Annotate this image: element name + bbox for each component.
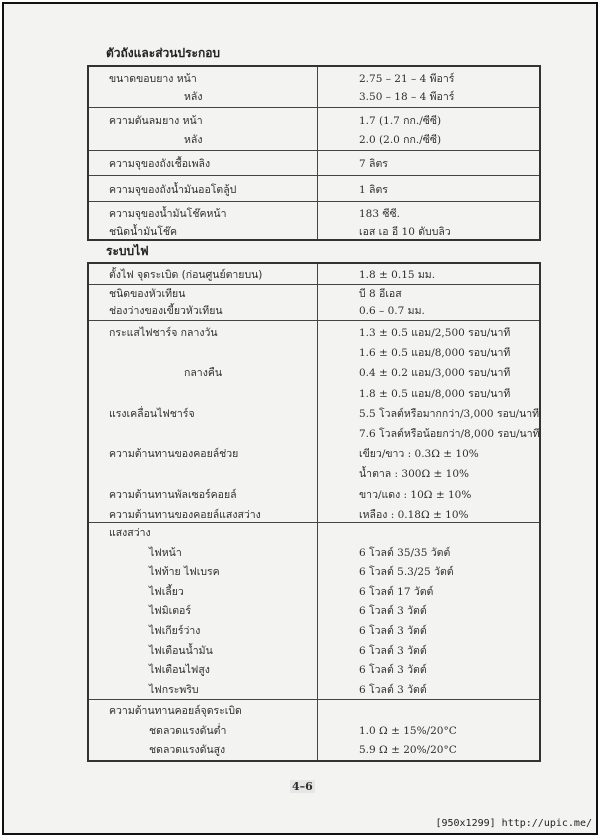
spec-label: ไฟเตือนไฟสูง — [149, 664, 210, 677]
spec-value-cell — [359, 286, 539, 320]
section-title-electrical: ระบบไฟ — [106, 244, 149, 258]
electrical-table — [87, 262, 541, 762]
spec-label — [109, 424, 314, 444]
table-row — [89, 176, 539, 202]
spec-value: 6 โวลต์ 3 วัตต์ — [359, 664, 427, 677]
table-row — [89, 285, 539, 321]
spec-label: ไฟเตือนน้ำมัน — [149, 644, 213, 657]
spec-label-cell — [109, 205, 314, 241]
spec-label: หลัง — [184, 134, 203, 146]
spec-label-cell — [109, 702, 314, 761]
spec-label-cell — [109, 267, 314, 283]
spec-value-cell — [359, 323, 539, 525]
spec-label-cell — [109, 112, 314, 150]
spec-value: 7 ลิตร — [359, 158, 388, 170]
spec-value: 6 โวลต์ 3 วัตต์ — [359, 605, 427, 618]
spec-label: ไฟหน้า — [149, 546, 182, 559]
spec-value: 5.5 โวลต์หรือมากกว่า/3,000 รอบ/นาที — [359, 407, 540, 420]
spec-label-cell — [109, 323, 314, 525]
spec-value: 1.8 ± 0.15 มม. — [359, 269, 436, 281]
spec-value-cell — [359, 267, 539, 283]
spec-label: ความต้านทานคอยล์จุดระเบิด — [109, 705, 242, 717]
spec-value: 1.6 ± 0.5 แอม/8,000 รอบ/นาที — [359, 347, 511, 360]
spec-value: เหลือง : 0.18Ω ± 10% — [359, 508, 469, 521]
spec-label: ตั้งไฟ จุดระเบิด (ก่อนศูนย์ตายบน) — [109, 269, 263, 281]
spec-label: หลัง — [184, 91, 203, 103]
spec-label: ไฟเกียร์ว่าง — [149, 624, 201, 637]
spec-label: แสงสว่าง — [109, 527, 151, 539]
spec-label: แรงเคลื่อนไฟชาร์จ — [109, 407, 195, 420]
spec-label: ความจุของถังน้ำมันออโตลู้ป — [109, 184, 237, 196]
spec-label-cell — [109, 286, 314, 320]
table-row — [89, 700, 539, 762]
body-parts-table — [87, 65, 541, 241]
page — [2, 2, 598, 835]
spec-value: 7.6 โวลต์หรือน้อยกว่า/8,000 รอบ/นาที — [359, 427, 540, 440]
spec-value: 1 ลิตร — [359, 184, 388, 196]
spec-label — [109, 384, 314, 404]
spec-label: ความจุของน้ำมันโช๊คหน้า — [109, 208, 227, 220]
table-row — [89, 264, 539, 285]
spec-label: ไฟท้าย ไฟเบรค — [149, 566, 220, 579]
spec-value: 0.4 ± 0.2 แอม/3,000 รอบ/นาที — [359, 367, 511, 380]
spec-value: เขียว/ขาว : 0.3Ω ± 10% — [359, 448, 479, 461]
spec-value: 183 ซีซี. — [359, 208, 400, 220]
spec-label: ความต้านทานพัลเซอร์คอยล์ — [109, 488, 237, 501]
spec-value-cell — [359, 205, 539, 241]
spec-label: ความต้านทานของคอยล์ช่วย — [109, 448, 239, 461]
spec-label: ช่องว่างของเขี้ยวหัวเทียน — [109, 305, 223, 317]
spec-label: ชดลวดแรงดันต่ำ — [149, 724, 227, 737]
spec-label: ชดลวดแรงดันสูง — [149, 744, 226, 756]
spec-value-cell — [359, 524, 539, 700]
spec-value-cell — [359, 702, 539, 761]
spec-label-cell — [109, 182, 314, 198]
spec-value: น้ำตาล : 300Ω ± 10% — [359, 468, 469, 481]
spec-label: ไฟมิเตอร์ — [149, 605, 191, 618]
spec-value: 2.75 – 21 – 4 พีอาร์ — [359, 73, 455, 85]
spec-label: ความจุของถังเชื้อเพลิง — [109, 158, 211, 170]
table-row — [89, 67, 539, 108]
spec-label — [109, 464, 314, 484]
spec-value — [359, 524, 539, 544]
spec-label-cell — [109, 524, 314, 700]
spec-value: 2.0 (2.0 กก./ซีซี) — [359, 134, 442, 146]
spec-label — [109, 343, 314, 363]
spec-label: ชนิดของหัวเทียน — [109, 288, 186, 300]
spec-value: 1.7 (1.7 กก./ซีซี) — [359, 115, 442, 127]
table-row — [89, 108, 539, 151]
spec-value: 1.0 Ω ± 15%/20°C — [359, 724, 457, 737]
spec-value: 6 โวลต์ 3 วัตต์ — [359, 624, 427, 637]
spec-value-cell — [359, 156, 539, 172]
table-row — [89, 523, 539, 700]
spec-value — [359, 702, 539, 722]
table-row — [89, 321, 539, 523]
spec-label-cell — [109, 70, 314, 106]
spec-value: ขาว/แดง : 10Ω ± 10% — [359, 488, 472, 501]
table-row — [89, 151, 539, 176]
spec-value: เอส เอ อี 10 ดับบลิว — [359, 226, 451, 238]
spec-label: ความดันลมยาง หน้า — [109, 115, 203, 127]
spec-value: 6 โวลต์ 3 วัตต์ — [359, 644, 427, 657]
spec-label: ไฟกระพริบ — [149, 683, 199, 696]
spec-value: 6 โวลต์ 17 วัตต์ — [359, 585, 434, 598]
section-title-body-parts: ตัวถังและส่วนประกอบ — [106, 46, 221, 60]
page-number: 4–6 — [292, 780, 313, 793]
spec-label-cell — [109, 156, 314, 172]
watermark: [950x1299] http://upic.me/ — [435, 818, 592, 829]
spec-value: 6 โวลต์ 35/35 วัตต์ — [359, 546, 451, 559]
table-row — [89, 202, 539, 241]
spec-value: 5.9 Ω ± 20%/20°C — [359, 744, 457, 756]
spec-label: ไฟเลี้ยว — [149, 585, 184, 598]
spec-label: ชนิดน้ำมันโช๊ค — [109, 226, 178, 238]
spec-value: บี 8 อีเอส — [359, 288, 402, 300]
spec-value: 0.6 – 0.7 มม. — [359, 305, 425, 317]
spec-label: กลางคืน — [184, 367, 223, 380]
spec-label: ขนาดขอบยาง หน้า — [109, 73, 197, 85]
spec-value-cell — [359, 112, 539, 150]
spec-value-cell — [359, 182, 539, 198]
spec-value: 3.50 – 18 – 4 พีอาร์ — [359, 91, 455, 103]
spec-value: 1.8 ± 0.5 แอม/8,000 รอบ/นาที — [359, 387, 511, 400]
spec-value: 1.3 ± 0.5 แอม/2,500 รอบ/นาที — [359, 327, 511, 339]
spec-label: ความต้านทานของคอยล์แสงสว่าง — [109, 508, 261, 521]
spec-value-cell — [359, 70, 539, 106]
spec-value: 6 โวลต์ 5.3/25 วัตต์ — [359, 566, 454, 579]
spec-value: 6 โวลต์ 3 วัตต์ — [359, 683, 427, 696]
spec-label: กระแสไฟชาร์จ กลางวัน — [109, 327, 218, 339]
